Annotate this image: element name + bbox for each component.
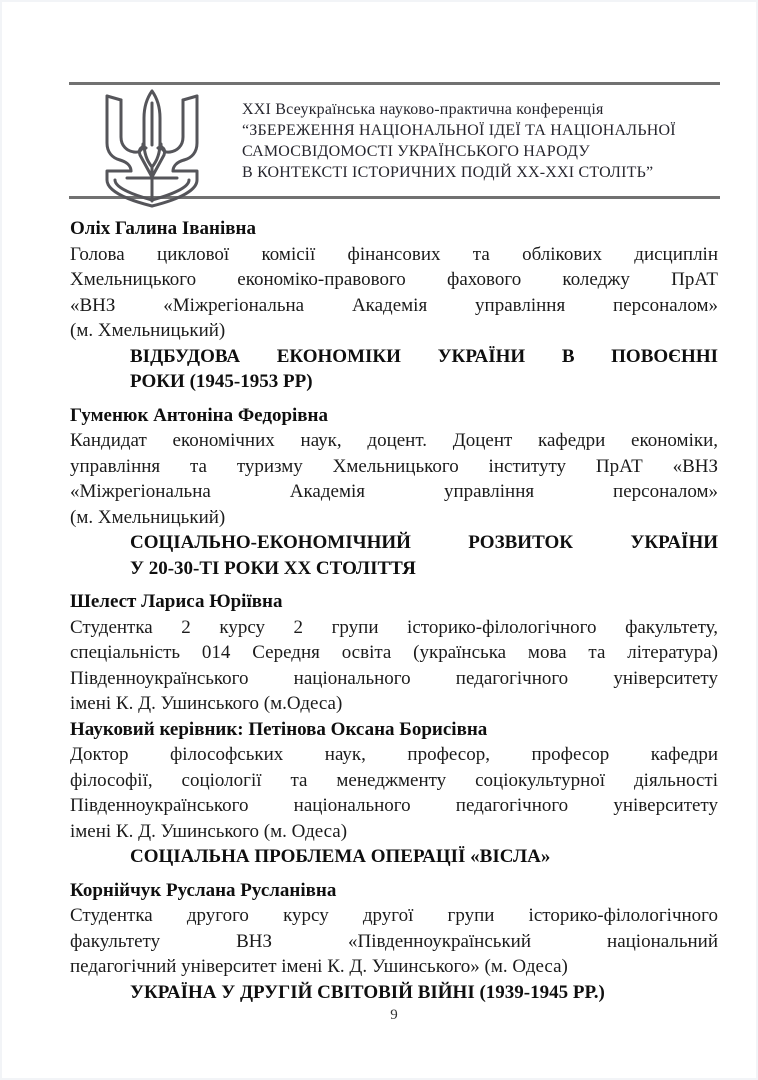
conference-entry — [70, 403, 718, 582]
affiliation-line: Південноукраїнського національного педагогічного університету — [70, 667, 718, 689]
author-name: Оліх Галина Іванівна — [70, 218, 256, 239]
affiliation-line: «ВНЗ «Міжрегіональна Академія управління персоналом» — [70, 294, 718, 316]
conference-header — [69, 82, 720, 202]
paper-title-line: СОЦІАЛЬНА ПРОБЛЕМА ОПЕРАЦІЇ «ВІСЛА» — [130, 846, 551, 867]
conference-entry — [70, 589, 718, 870]
supervisor-name: Науковий керівник: Петінова Оксана Борисівна — [70, 718, 488, 740]
author-name: Корнійчук Руслана Русланівна — [70, 879, 337, 901]
affiliation-line: педагогічний університет імені К. Д. Ушинського» (м. Одеса) — [70, 956, 568, 977]
paper-title-line: ВІДБУДОВА ЕКОНОМІКИ УКРАЇНИ В ПОВОЄННІ — [130, 345, 718, 367]
page-number: 9 — [390, 1007, 398, 1023]
affiliation-line: Студентка другого курсу другої групи історико-філологічного — [70, 905, 718, 926]
header-top-rule — [69, 82, 720, 85]
paper-title-line: СОЦІАЛЬНО-ЕКОНОМІЧНИЙ РОЗВИТОК УКРАЇНИ — [130, 532, 718, 553]
ukraine-trident-logo — [100, 88, 204, 209]
conference-title-line: САМОСВІДОМОСТІ УКРАЇНСЬКОГО НАРОДУ — [242, 143, 590, 160]
paper-title-line: У 20-30-ТІ РОКИ ХХ СТОЛІТТЯ — [130, 557, 416, 579]
affiliation-line: спеціальність 014 Середня освіта (українська мова та література) — [70, 642, 718, 663]
supervisor-affiliation-line: філософії, соціології та менеджменту соціокультурної діяльності — [70, 769, 718, 791]
paper-title-line: УКРАЇНА У ДРУГІЙ СВІТОВІЙ ВІЙНІ (1939-1945 РР.) — [130, 981, 605, 1003]
affiliation-line: Студентка 2 курсу 2 групи історико-філологічного факультету, — [70, 616, 718, 638]
affiliation-line: (м. Хмельницький) — [70, 506, 226, 528]
supervisor-affiliation-line: Південноукраїнського національного педагогічного університету — [70, 795, 718, 816]
affiliation-line: Кандидат економічних наук, доцент. Доцент кафедри економіки, — [70, 430, 718, 451]
supervisor-affiliation-line: імені К. Д. Ушинського (м. Одеса) — [70, 820, 348, 842]
supervisor-affiliation-line: Доктор філософських наук, професор, професор кафедри — [70, 744, 718, 765]
author-name: Гуменюк Антоніна Федорівна — [70, 404, 328, 426]
conference-entry — [70, 878, 718, 1006]
affiliation-line: Голова циклової комісії фінансових та облікових дисциплін — [70, 243, 718, 265]
affiliation-line: Хмельницького економіко-правового фахового коледжу ПрАТ — [70, 269, 718, 290]
paper-title-line: РОКИ (1945-1953 РР) — [130, 371, 313, 392]
conference-name: XXI Всеукраїнська науково-практична конференція — [242, 101, 604, 118]
affiliation-line: імені К. Д. Ушинського (м.Одеса) — [70, 693, 343, 714]
entries-list — [70, 216, 718, 1013]
conference-title-block — [242, 99, 720, 183]
affiliation-line: (м. Хмельницький) — [70, 320, 226, 341]
author-name: Шелест Лариса Юріївна — [70, 591, 283, 612]
affiliation-line: факультету ВНЗ «Південноукраїнський національний — [70, 930, 718, 952]
conference-title-line: В КОНТЕКСТІ ІСТОРИЧНИХ ПОДІЙ ХХ-ХХІ СТОЛІТЬ” — [242, 164, 654, 181]
affiliation-line: управління та туризму Хмельницького інституту ПрАТ «ВНЗ — [70, 455, 718, 477]
ukraine-trident-icon — [100, 88, 204, 209]
conference-entry — [70, 216, 718, 395]
conference-title-line: “ЗБЕРЕЖЕННЯ НАЦІОНАЛЬНОЇ ІДЕЇ ТА НАЦІОНАЛЬНОЇ — [242, 122, 676, 139]
affiliation-line: «Міжрегіональна Академія управління персоналом» — [70, 481, 718, 502]
